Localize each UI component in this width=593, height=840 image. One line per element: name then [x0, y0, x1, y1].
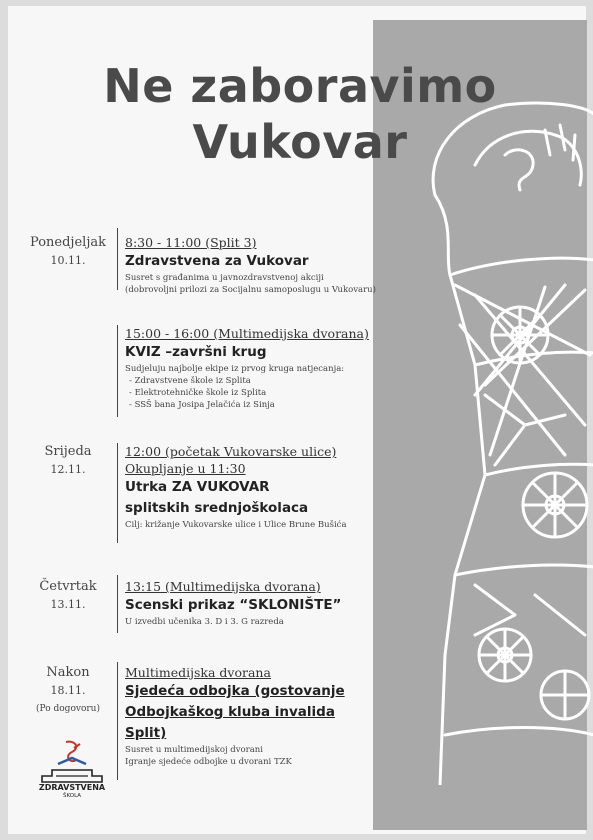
- event-name-line-2: splitskih srednjoškolaca: [125, 500, 309, 516]
- day-date: 13.11.: [50, 598, 86, 611]
- day-name: Srijeda: [44, 444, 92, 459]
- event-kviz: [125, 325, 385, 411]
- poster-title: [60, 58, 540, 170]
- event-time: 15:00 - 16:00 (Multimedijska dvorana): [125, 326, 369, 341]
- event-name-line-3: Split): [125, 725, 167, 741]
- day-name: Ponedjeljak: [30, 235, 106, 250]
- event-desc: Sudjeluju najbolje ekipe iz prvog kruga natjecanja:: [125, 364, 345, 374]
- day-after: [22, 664, 114, 718]
- event-scenski-prikaz: [125, 578, 385, 628]
- event-name: Utrka ZA VUKOVAR: [125, 479, 270, 495]
- event-name: KVIZ –završni krug: [125, 344, 267, 360]
- event-desc: Susret s građanima u javnozdravstvenoj akciji: [125, 273, 324, 283]
- day-thursday: [22, 578, 114, 614]
- event-desc: (dobrovoljni prilozi za Socijalnu samoposlugu u Vukovaru): [125, 285, 376, 295]
- logo-name: ZDRAVSTVENA: [38, 783, 106, 792]
- timeline-divider: [117, 443, 118, 543]
- event-name: Zdravstvena za Vukovar: [125, 253, 309, 269]
- logo-sub: ŠKOLA: [62, 793, 82, 799]
- event-name: Sjedeća odbojka (gostovanje: [125, 683, 345, 699]
- event-utrka: [125, 443, 385, 531]
- day-date: 10.11.: [50, 254, 86, 267]
- title-line-1: Ne zaboravimo: [103, 59, 497, 113]
- event-desc: - Elektrotehničke škole iz Splita: [129, 388, 267, 398]
- day-monday: [22, 234, 114, 270]
- day-date: 12.11.: [50, 463, 86, 476]
- timeline-divider: [117, 575, 118, 633]
- event-desc: Susret u multimedijskoj dvorani: [125, 745, 263, 755]
- event-desc: U izvedbi učenika 3. D i 3. G razreda: [125, 617, 284, 627]
- timeline-divider: [117, 662, 118, 780]
- timeline-divider: [117, 228, 118, 290]
- school-logo-text: [30, 783, 114, 801]
- event-time: 13:15 (Multimedijska dvorana): [125, 579, 321, 594]
- event-desc: - SSŠ bana Josipa Jelačića iz Sinja: [129, 400, 275, 410]
- event-time: Multimedijska dvorana: [125, 665, 271, 680]
- event-name-line-2: Odbojkaškog kluba invalida: [125, 704, 335, 720]
- event-time-gathering: Okupljanje u 11:30: [125, 461, 246, 476]
- day-note: (Po dogovoru): [36, 704, 100, 714]
- vukovar-water-tower-illustration: [415, 95, 593, 785]
- day-name: Nakon: [46, 665, 90, 680]
- event-time: 8:30 - 11:00 (Split 3): [125, 235, 257, 250]
- event-zdravstvena-za-vukovar: [125, 234, 385, 296]
- timeline-divider: [117, 325, 118, 417]
- event-sjedeca-odbojka: [125, 664, 385, 768]
- event-name: Scenski prikaz “SKLONIŠTE”: [125, 597, 342, 613]
- day-date: 18.11.: [50, 684, 86, 697]
- event-desc: Igranje sjedeće odbojke u dvorani TZK: [125, 757, 292, 767]
- title-line-2: Vukovar: [192, 115, 408, 169]
- event-time: 12:00 (početak Vukovarske ulice): [125, 444, 337, 459]
- event-desc: - Zdravstvene škole iz Splita: [129, 376, 251, 386]
- day-wednesday: [22, 443, 114, 479]
- day-name: Četvrtak: [39, 579, 97, 594]
- event-desc: Cilj: križanje Vukovarske ulice i Ulice Brune Bušića: [125, 520, 347, 530]
